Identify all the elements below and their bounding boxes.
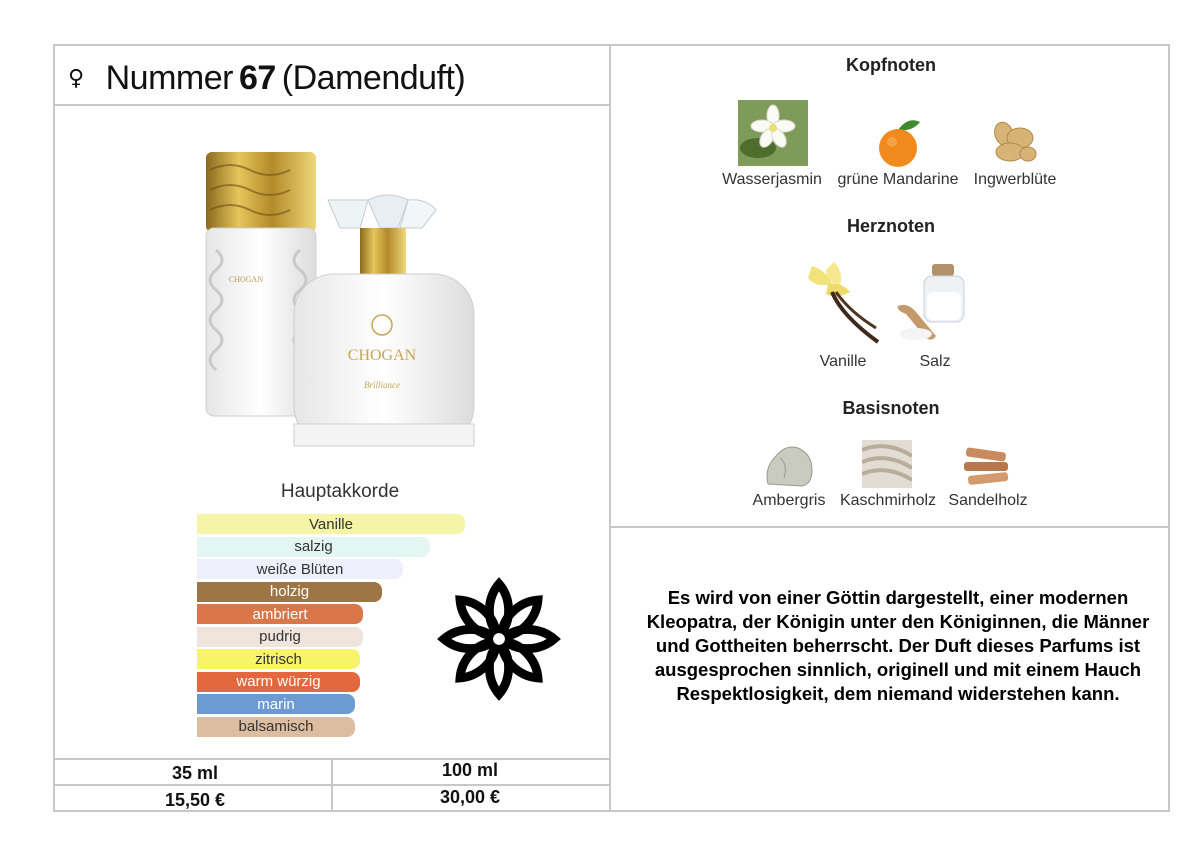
perfume-bottle-image [190, 140, 490, 460]
accord-label: balsamisch [238, 718, 314, 735]
accord-bar [197, 717, 355, 737]
ambergris-stone-icon [762, 440, 816, 488]
sandalwood-icon [962, 446, 1012, 488]
note-ingwerbluete: Ingwerblüte [973, 171, 1057, 188]
accord-bar [197, 582, 382, 602]
size-35ml: 35 ml [171, 763, 219, 783]
mandarin-icon [874, 116, 924, 168]
accord-label: holzig [269, 583, 310, 600]
svg-text:CHOGAN: CHOGAN [347, 347, 417, 364]
accord-bar [197, 672, 360, 692]
note-mandarine: grüne Mandarine [837, 171, 959, 188]
accord-label: ambriert [252, 605, 308, 623]
svg-text:CHOGAN: CHOGAN [228, 275, 264, 284]
title-prefix: Nummer [105, 58, 233, 97]
note-sandelholz: Sandelholz [948, 492, 1028, 509]
jasmine-flower-icon [738, 100, 808, 166]
note-kaschmirholz: Kaschmirholz [839, 492, 937, 509]
accord-bar [197, 514, 465, 534]
accord-bar [197, 627, 363, 647]
note-vanille: Vanille [819, 353, 867, 370]
column-divider [609, 44, 611, 812]
price-35ml: 15,50 € [164, 790, 226, 810]
accord-bar [197, 604, 363, 624]
accord-bar [197, 537, 430, 557]
svg-text:Brilliance: Brilliance [364, 380, 400, 390]
kopfnoten-title: Kopfnoten [846, 55, 936, 75]
accord-label: marin [257, 695, 295, 713]
ginger-icon [988, 116, 1040, 166]
perfume-number: 67 [238, 58, 276, 97]
accord-label: warm würzig [236, 673, 321, 690]
perfume-description: Es wird von einer Göttin dargestellt, einer modernen Kleopatra, der Königin unter den Königinnen, die Männer und Gottheiten beherrscht. Der Duft dieses Parfums ist ausgesprochen sinnlich, originell und mit einem Hauch Respektlosigkeit, dem niemand widerstehen kann. [646, 587, 1150, 704]
note-ambergris: Ambergris [752, 492, 826, 509]
accord-label: Vanille [309, 515, 353, 533]
salt-jar-icon [896, 262, 974, 346]
title-divider [53, 104, 610, 106]
notes-divider [610, 526, 1170, 528]
price-100ml: 30,00 € [439, 787, 501, 807]
female-symbol-icon: ♀ [68, 65, 84, 91]
title-suffix: (Damenduft) [281, 58, 466, 97]
accord-bar [197, 694, 355, 714]
vanilla-icon [798, 258, 886, 348]
accord-bar [197, 559, 403, 579]
size-100ml: 100 ml [441, 760, 499, 780]
accord-bar [197, 649, 360, 669]
lotus-flower-icon [436, 576, 562, 702]
herznoten-title: Herznoten [846, 216, 935, 236]
cashmere-wood-icon [862, 440, 912, 488]
accord-label: salzig [294, 538, 333, 555]
note-salz: Salz [919, 353, 951, 370]
accord-label: pudrig [259, 628, 301, 645]
accords-title: Hauptakkorde [280, 481, 400, 502]
note-wasserjasmin: Wasserjasmin [722, 171, 822, 188]
accord-label: zitrisch [255, 650, 302, 668]
page-title [68, 56, 465, 100]
accord-label: weiße Blüten [256, 560, 344, 578]
basisnoten-title: Basisnoten [842, 398, 940, 418]
price-table-divider [331, 758, 333, 812]
